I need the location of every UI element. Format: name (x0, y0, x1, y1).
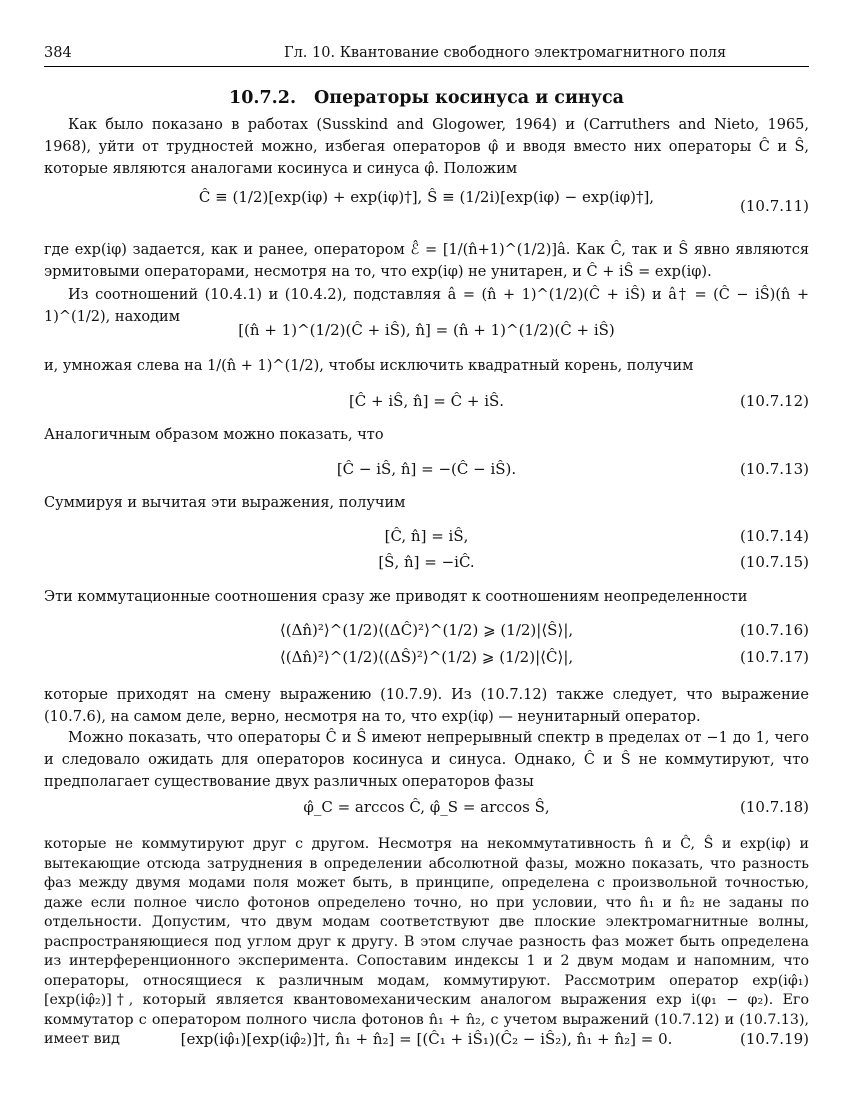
paragraph-replacement: которые приходят на смену выражению (10.7.9). Из (10.7.12) также следует, что выражение (10.7.6), на самом деле, верно, несмотря на то, что exp(iφ) — неунитарный оператор. (44, 687, 809, 725)
equation-number: (10.7.14) (740, 527, 809, 545)
paragraph-hermitian: где exp(iφ) задается, как и ранее, оператором ℰ̂ = [1/(n̂+1)^(1/2)]â. Как Ĉ, так и Ŝ явно являются эрмитовыми операторами, несмотря на то, что exp(iφ) не унитарен, и Ĉ + iŜ = exp(iφ). (44, 242, 809, 280)
equation-number: (10.7.11) (740, 197, 809, 215)
section-heading (44, 88, 809, 108)
equation-10-7-13 (44, 460, 809, 482)
equation-formula: ⟨(Δn̂)²⟩^(1/2)⟨(ΔĈ)²⟩^(1/2) ⩾ (1/2)|⟨Ŝ⟩|, (279, 621, 574, 639)
equation-formula: [Ĉ, n̂] = iŜ, (384, 527, 469, 545)
equation-10-7-17 (44, 648, 809, 672)
equation-10-7-12 (44, 392, 809, 414)
equation-10-7-19 (44, 1030, 809, 1054)
equation-formula: φ̂_C = arccos Ĉ, φ̂_S = arccos Ŝ, (303, 798, 550, 816)
chapter-title: Гл. 10. Квантование свободного электромагнитного поля (284, 45, 727, 61)
paragraph-substitution: Из соотношений (10.4.1) и (10.4.2), подставляя â = (n̂ + 1)^(1/2)(Ĉ + iŜ) и â† = (Ĉ − iŜ)(n̂ + 1)^(1/2), находим (44, 287, 809, 325)
paragraph-sum-diff: Суммируя и вычитая эти выражения, получим (44, 495, 406, 511)
equation-formula: Ĉ ≡ (1/2)[exp(iφ) + exp(iφ)†], Ŝ ≡ (1/2i)[exp(iφ) − exp(iφ)†], (198, 188, 655, 206)
section-title: Операторы косинуса и синуса (314, 88, 624, 108)
equation-formula: [(n̂ + 1)^(1/2)(Ĉ + iŜ), n̂] = (n̂ + 1)^(1/2)(Ĉ + iŜ) (238, 321, 615, 339)
equation-number: (10.7.12) (740, 392, 809, 410)
paragraph-multiply: и, умножая слева на 1/(n̂ + 1)^(1/2), чтобы исключить квадратный корень, получим (44, 358, 694, 374)
equation-number: (10.7.16) (740, 621, 809, 639)
equation-formula: [Ŝ, n̂] = −iĈ. (378, 553, 475, 571)
equation-10-7-16 (44, 621, 809, 645)
equation-formula: [Ĉ + iŜ, n̂] = Ĉ + iŜ. (348, 392, 505, 410)
running-header (44, 40, 809, 67)
paragraph-intro: Как было показано в работах (Susskind and Glogower, 1964) и (Carruthers and Nieto, 1965, 1968), уйти от трудностей можно, избегая операторов φ̂ и вводя вместо них операторы Ĉ и Ŝ, которые являются аналогами косинуса и синуса φ̂. Положим (44, 117, 809, 177)
equation-formula: [exp(iφ̂₁)[exp(iφ̂₂)]†, n̂₁ + n̂₂] = [(Ĉ₁ + iŜ₁)(Ĉ₂ − iŜ₂), n̂₁ + n̂₂] = 0. (180, 1030, 673, 1048)
equation-formula: [Ĉ − iŜ, n̂] = −(Ĉ − iŜ). (336, 460, 517, 478)
equation-unnumbered (44, 321, 809, 343)
equation-10-7-18 (44, 798, 809, 822)
paragraph-analog: Аналогичным образом можно показать, что (44, 427, 384, 443)
equation-10-7-11 (44, 188, 809, 224)
equation-number: (10.7.18) (740, 798, 809, 816)
page-number: 384 (44, 45, 72, 61)
section-number: 10.7.2. (229, 88, 297, 108)
equation-number: (10.7.13) (740, 460, 809, 478)
paragraph-phase-difference: которые не коммутируют друг с другом. Несмотря на некоммутативность n̂ и Ĉ, Ŝ и exp(iφ) и вытекающие отсюда затруднения в определении абсолютной фазы, можно показать, что разность фаз между двумя модами поля может быть, в принципе, определена с произвольной точностью, даже если полное число фотонов определено точно, но при условии, что n̂₁ и n̂₂ не заданы по отдельности. Допустим, что двум модам соответствуют две плоские электромагнитные волны, распространяющиеся под углом друг к другу. В этом случае разность фаз может быть определена из интерференционного эксперимента. Сопоставим индексы 1 и 2 двум модам и напомним, что операторы, относящиеся к различным модам, коммутируют. Рассмотрим оператор exp(iφ̂₁)[exp(iφ̂₂)]†, который является квантовомеханическим аналогом выражения exp i(φ₁ − φ₂). Его коммутатор с оператором полного числа фотонов n̂₁ + n̂₂, с учетом выражений (10.7.12) и (10.7.13), имеет вид (44, 836, 809, 1047)
equation-number: (10.7.19) (740, 1030, 809, 1048)
equation-10-7-14 (44, 527, 809, 549)
paragraph-uncertainty: Эти коммутационные соотношения сразу же приводят к соотношениям неопределенности (44, 589, 748, 605)
paragraph-spectrum: Можно показать, что операторы Ĉ и Ŝ имеют непрерывный спектр в пределах от −1 до 1, чего и следовало ожидать для операторов косинуса и синуса. Однако, Ĉ и Ŝ не коммутируют, что предполагает существование двух различных операторов фазы (44, 730, 809, 790)
equation-formula: ⟨(Δn̂)²⟩^(1/2)⟨(ΔŜ)²⟩^(1/2) ⩾ (1/2)|⟨Ĉ⟩|, (279, 648, 574, 666)
equation-number: (10.7.15) (740, 553, 809, 571)
equation-10-7-15 (44, 553, 809, 575)
equation-number: (10.7.17) (740, 648, 809, 666)
